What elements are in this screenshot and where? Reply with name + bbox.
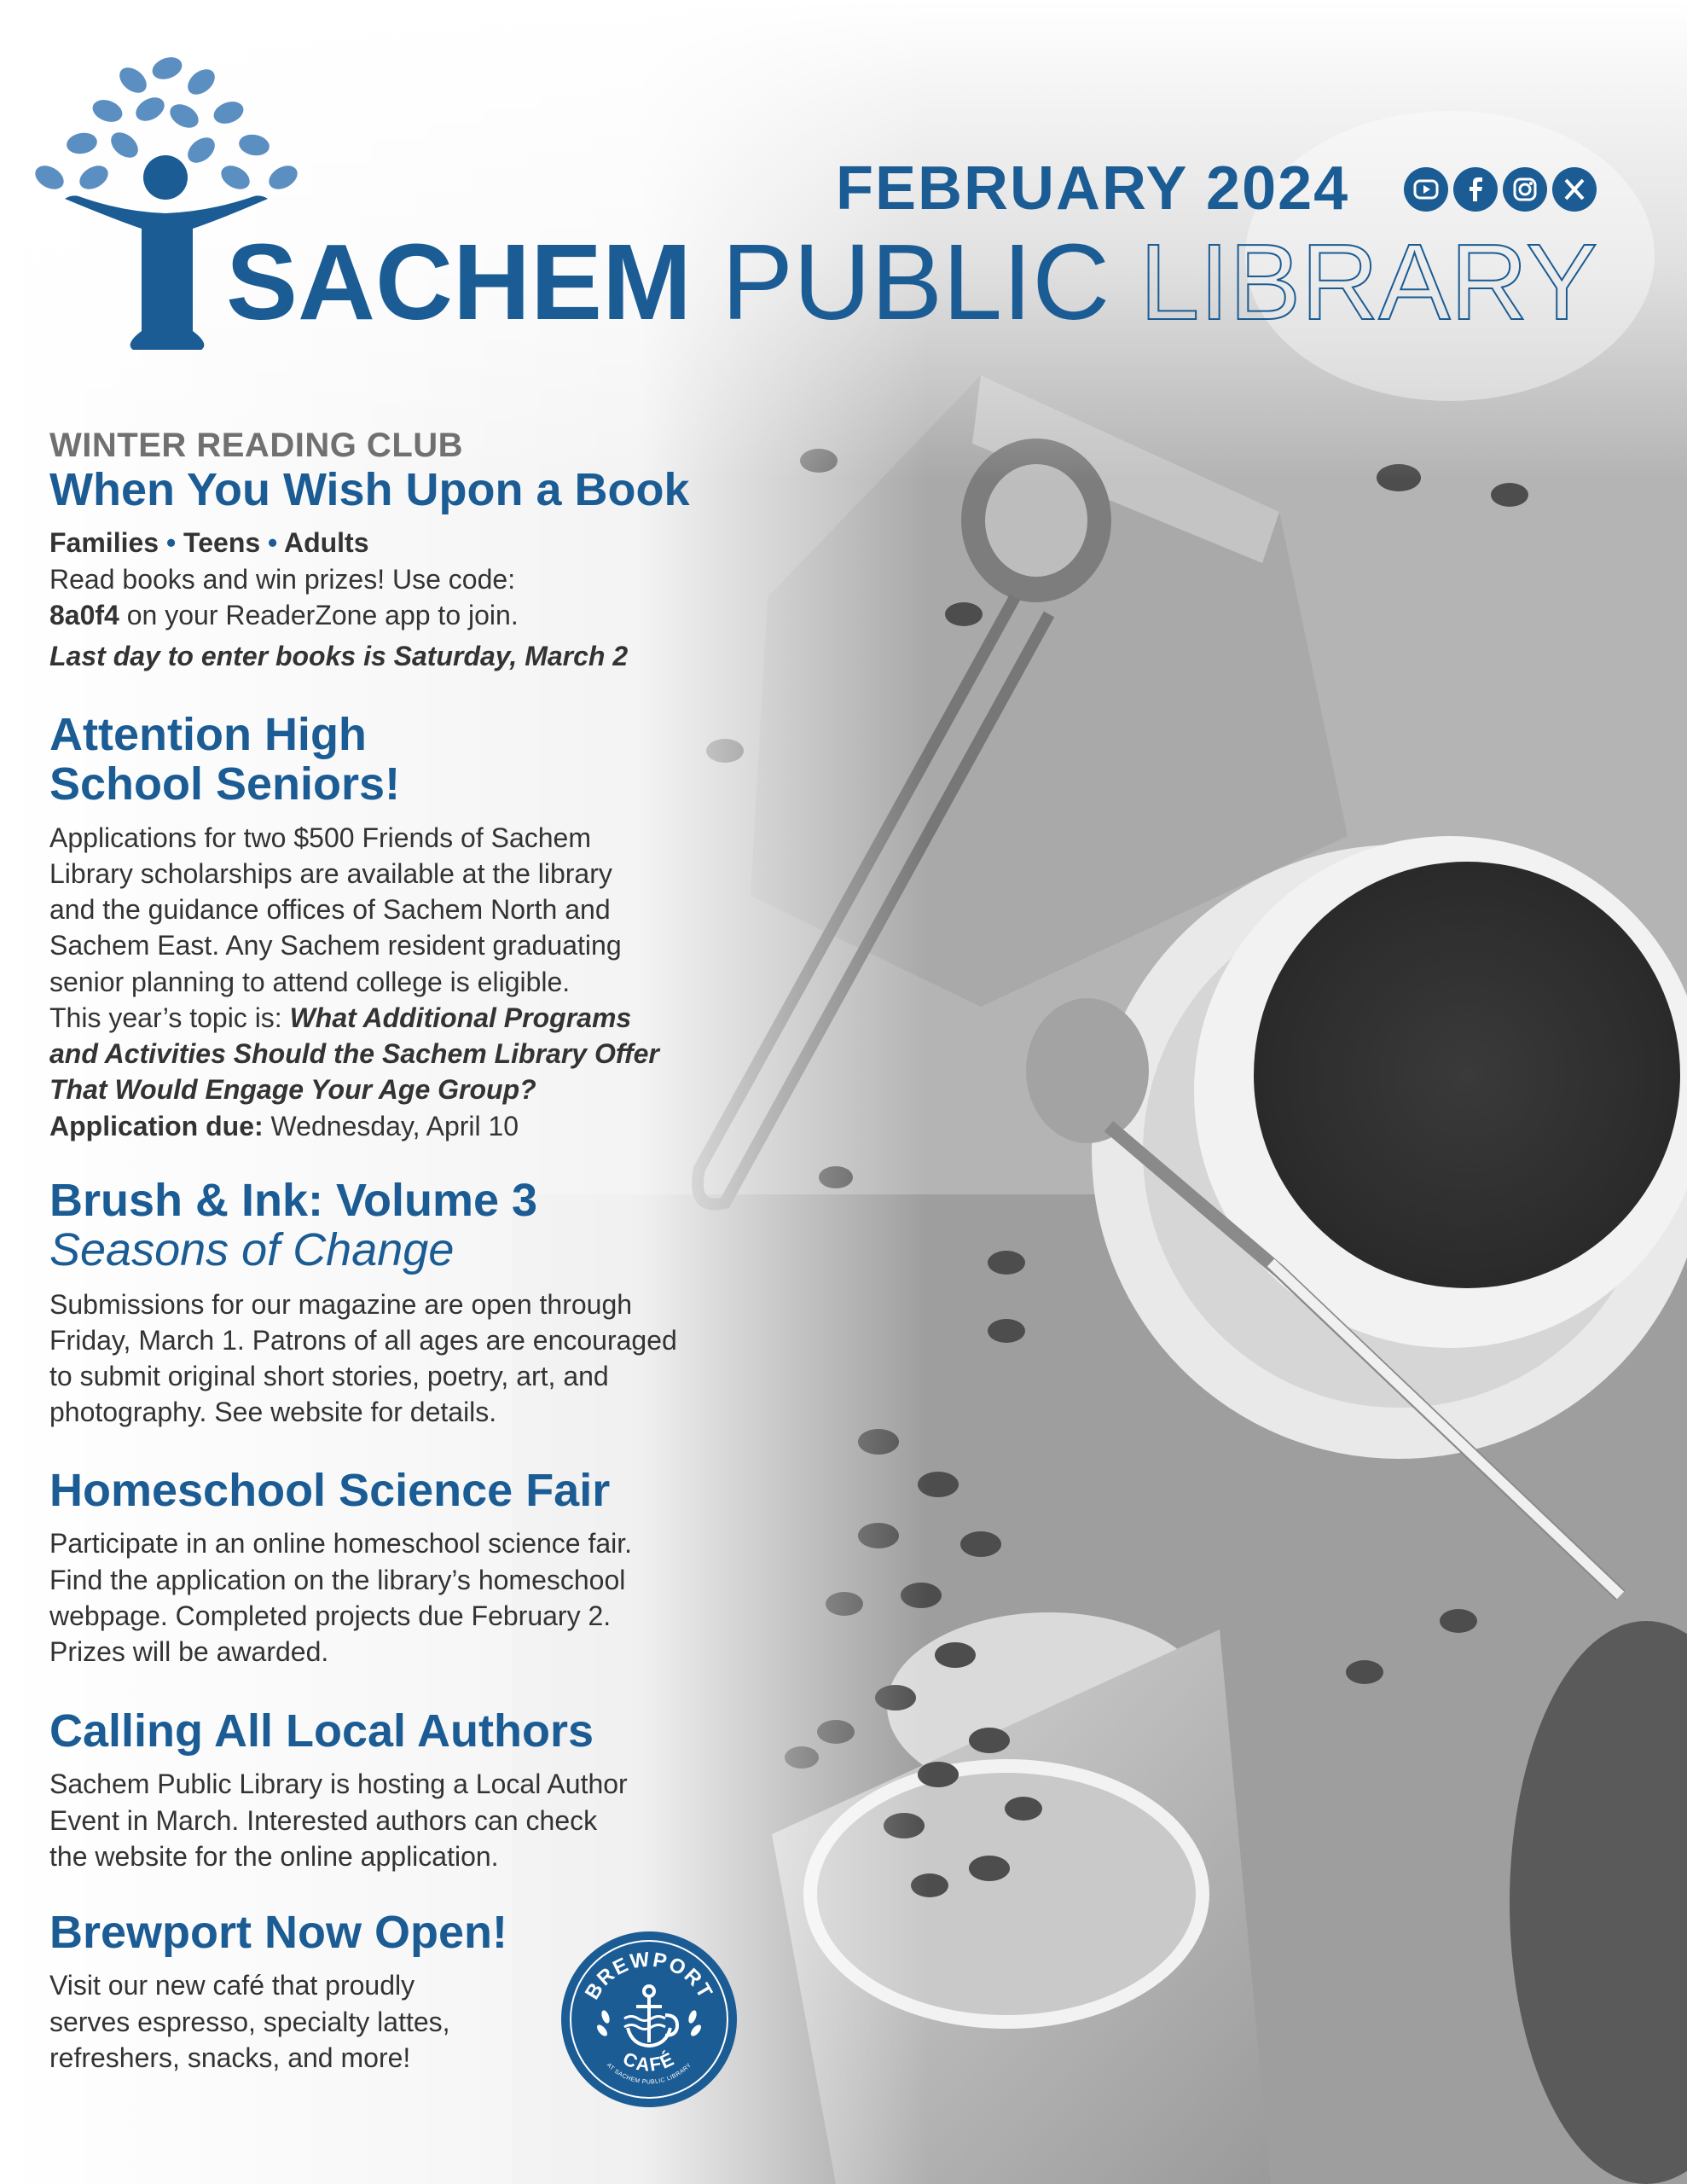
local-authors-section — [49, 1706, 800, 1874]
brush-ink-section — [49, 1176, 800, 1431]
topic-label: This year’s topic is: — [49, 1002, 282, 1033]
badge-cafe-text: CAFÉ — [619, 2048, 679, 2076]
instagram-icon[interactable] — [1503, 167, 1547, 212]
body-line: Find the application on the library’s homeschool — [49, 1564, 626, 1595]
section-title: Calling All Local Authors — [49, 1705, 594, 1757]
body-line: and the guidance offices of Sachem North and — [49, 894, 611, 926]
section-subtitle: Seasons of Change — [49, 1224, 455, 1276]
bullet-icon: • — [268, 527, 278, 559]
due-value: Wednesday, April 10 — [270, 1110, 519, 1141]
bullet-icon: • — [165, 527, 177, 559]
body-text — [49, 597, 800, 633]
section-title: When You Wish Upon a Book — [49, 464, 690, 515]
body-line: the website for the online application. — [49, 1840, 499, 1872]
badge-small-text: AT SACHEM PUBLIC LIBRARY — [605, 2062, 693, 2086]
section-title: Brush & Ink: Volume 3 — [49, 1175, 538, 1226]
topic-text: What Additional Programs — [289, 1002, 632, 1033]
body-line: Participate in an online homeschool science fair. — [49, 1528, 633, 1560]
winter-reading-section — [49, 427, 800, 674]
body-line: Sachem Public Library is hosting a Local Author — [49, 1769, 628, 1800]
brewport-cafe-badge — [559, 1930, 739, 2109]
body-line: to submit original short stories, poetry, art, and — [49, 1361, 609, 1392]
audience-teens: Teens — [183, 527, 261, 559]
issue-month-heading: FEBRUARY 2024 — [836, 154, 1350, 223]
body-line: Visit our new café that proudly — [49, 1970, 415, 2001]
topic-text: That Would Engage Your Age Group? — [49, 1074, 536, 1106]
body-text-tail: on your ReaderZone app to join. — [126, 599, 519, 630]
section-title-line1: Attention High — [49, 709, 367, 760]
wordmark-public: PUBLIC — [722, 222, 1110, 342]
badge-brewport-text: BREWPORT — [580, 1948, 718, 2004]
body-line: Prizes will be awarded. — [49, 1636, 329, 1668]
wordmark-library: LIBRARY — [1139, 222, 1598, 342]
body-line: photography. See website for details. — [49, 1397, 497, 1428]
body-line: webpage. Completed projects due February 2. — [49, 1600, 612, 1631]
body-line: serves espresso, specialty lattes, — [49, 2006, 450, 2037]
facebook-icon[interactable] — [1453, 167, 1498, 212]
due-line — [49, 1108, 800, 1144]
science-fair-section — [49, 1466, 800, 1670]
body-line: Friday, March 1. Patrons of all ages are encouraged — [49, 1324, 677, 1356]
section-title: Homeschool Science Fair — [49, 1465, 611, 1516]
body-line: Submissions for our magazine are open through — [49, 1288, 633, 1320]
body-line: senior planning to attend college is eligible. — [49, 966, 571, 997]
wordmark-sachem: SACHEM — [226, 222, 693, 342]
readerzone-code: 8a0f4 — [49, 599, 119, 630]
x-icon[interactable] — [1552, 167, 1597, 212]
body-line: Sachem East. Any Sachem resident graduating — [49, 930, 622, 961]
youtube-icon[interactable] — [1404, 167, 1448, 212]
topic-text: and Activities Should the Sachem Library Offer — [49, 1038, 659, 1070]
body-line: Applications for two $500 Friends of Sachem — [49, 822, 591, 853]
body-text: Read books and win prizes! Use code: — [49, 563, 516, 595]
body-line: Event in March. Interested authors can check — [49, 1804, 598, 1836]
deadline-text: Last day to enter books is Saturday, March 2 — [49, 641, 629, 672]
seniors-section — [49, 710, 800, 1144]
audience-line — [49, 525, 800, 561]
body-line: Library scholarships are available at the library — [49, 857, 612, 889]
section-title-line2: School Seniors! — [49, 758, 401, 810]
topic-line — [49, 1000, 800, 1036]
audience-adults: Adults — [283, 527, 369, 559]
due-label: Application due: — [49, 1110, 264, 1141]
body-line: refreshers, snacks, and more! — [49, 2042, 411, 2073]
section-kicker: WINTER READING CLUB — [49, 427, 464, 464]
library-name-wordmark — [226, 222, 1598, 342]
section-title: Brewport Now Open! — [49, 1907, 507, 1958]
audience-families: Families — [49, 527, 159, 559]
